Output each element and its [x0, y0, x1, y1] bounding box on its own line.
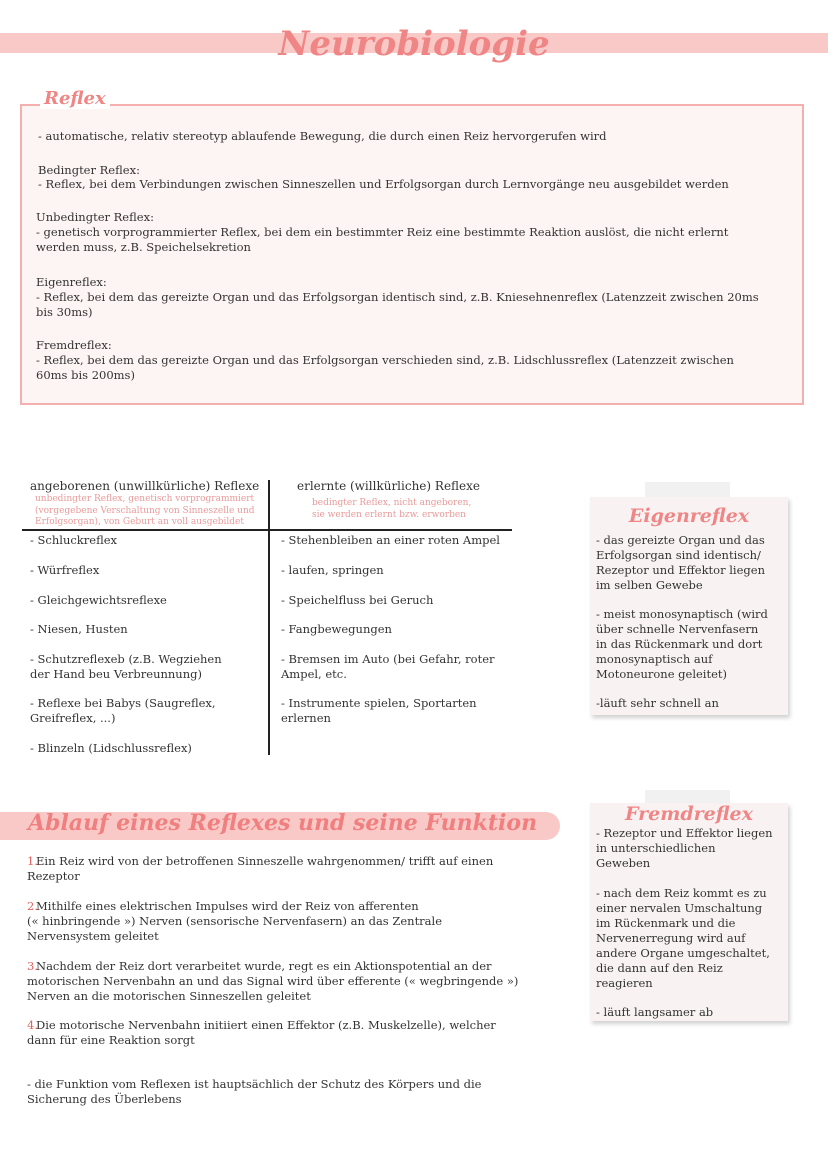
- note-line: - läuft langsamer ab: [596, 1005, 714, 1019]
- step-line: Nerven an die motorischen Sinneszellen geleitet: [27, 989, 311, 1003]
- innate-reflex-item: - Schutzreflexeb (z.B. Wegziehen: [30, 652, 222, 666]
- note-line: Motoneurone geleitet): [596, 667, 728, 681]
- learned-reflex-item: erlernen: [281, 711, 331, 725]
- innate-reflex-item: - Gleichgewichtsreflexe: [30, 593, 167, 607]
- reflex-line: - Reflex, bei dem Verbindungen zwischen Sinneszellen und Erfolgsorgan durch Lernvorgänge neu ausgebildet werden: [38, 177, 729, 191]
- learned-reflex-item: Ampel, etc.: [281, 667, 347, 681]
- reflex-line: - automatische, relativ stereotyp ablaufende Bewegung, die durch einen Reiz hervorgerufen wird: [38, 129, 607, 143]
- innate-reflex-item: - Schluckreflex: [30, 533, 118, 547]
- note-line: andere Organe umgeschaltet,: [596, 946, 770, 960]
- step-number: 2.: [27, 899, 38, 913]
- reflex-label: Reflex: [40, 88, 110, 109]
- innate-reflex-item: Greifreflex, ...): [30, 711, 116, 725]
- note-line: in das Rückenmark und dort: [596, 637, 763, 651]
- step-number: 3.: [27, 959, 38, 973]
- learned-reflex-item: - Stehenbleiben an einer roten Ampel: [281, 533, 500, 547]
- step-line: (« hinbringende ») Nerven (sensorische Nervenfasern) an das Zentrale: [27, 914, 443, 928]
- note-line: - meist monosynaptisch (wird: [596, 607, 768, 621]
- reflex-line: 60ms bis 200ms): [36, 368, 135, 382]
- subtext-line: bedingter Reflex, nicht angeboren,: [312, 498, 472, 508]
- reflex-line: - Reflex, bei dem das gereizte Organ und das Erfolgsorgan verschieden sind, z.B. Lidschlussreflex (Latenzzeit zwischen: [36, 353, 734, 367]
- reflex-line: bis 30ms): [36, 305, 93, 319]
- step-line: dann für eine Reaktion sorgt: [27, 1033, 195, 1047]
- eigenreflex-note: [590, 497, 788, 715]
- note-line: - nach dem Reiz kommt es zu: [596, 886, 767, 900]
- note-title: Fremdreflex: [625, 803, 753, 825]
- step-line: Nachdem der Reiz dort verarbeitet wurde, regt es ein Aktionspotential an der: [36, 959, 492, 973]
- ablauf-title: Ablauf eines Reflexes und seine Funktion: [28, 810, 538, 836]
- learned-reflex-item: - Speichelfluss bei Geruch: [281, 593, 434, 607]
- note-line: die dann auf den Reiz: [596, 961, 723, 975]
- step-line: Sicherung des Überlebens: [27, 1092, 182, 1106]
- learned-reflex-item: - Instrumente spielen, Sportarten: [281, 696, 477, 710]
- reflex-line: - Reflex, bei dem das gereizte Organ und das Erfolgsorgan identisch sind, z.B. Kniesehnenreflex (Latenzzeit zwischen 20ms: [36, 290, 759, 304]
- reflex-line: Eigenreflex:: [36, 275, 107, 289]
- note-title: Eigenreflex: [628, 505, 750, 527]
- step-line: Mithilfe eines elektrischen Impulses wird der Reiz von afferenten: [36, 899, 419, 913]
- note-line: reagieren: [596, 976, 653, 990]
- step-line: Ein Reiz wird von der betroffenen Sinneszelle wahrgenommen/ trifft auf einen: [36, 854, 494, 868]
- step-line: Die motorische Nervenbahn initiiert einen Effektor (z.B. Muskelzelle), welcher: [36, 1018, 496, 1032]
- learned-reflex-item: - laufen, springen: [281, 563, 384, 577]
- note-line: über schnelle Nervenfasern: [596, 622, 759, 636]
- learned-reflex-item: - Fangbewegungen: [281, 622, 392, 636]
- innate-reflex-item: - Niesen, Husten: [30, 622, 128, 636]
- subtext-line: sie werden erlernt bzw. erworben: [312, 509, 466, 520]
- note-line: monosynaptisch auf: [596, 652, 713, 666]
- step-line: Rezeptor: [27, 869, 80, 883]
- subtext-line: Erfolgsorgan), von Geburt an voll ausgebildet: [35, 517, 245, 527]
- reflex-line: - genetisch vorprogrammierter Reflex, bei dem ein bestimmter Reiz eine bestimmte Reaktion auslöst, die nicht erlernt: [36, 225, 729, 239]
- subtext-line: unbedingter Reflex, genetisch vorprogrammiert: [35, 494, 255, 504]
- reflex-line: Bedingter Reflex:: [38, 163, 140, 177]
- subtext-line: (vorgegebene Verschaltung von Sinneszelle und: [35, 505, 255, 516]
- learned-header: erlernte (willkürliche) Reflexe: [297, 479, 481, 493]
- innate-reflex-item: - Blinzeln (Lidschlussreflex): [30, 741, 192, 755]
- reflex-line: werden muss, z.B. Speichelsekretion: [36, 240, 251, 254]
- note-line: Rezeptor und Effektor liegen: [596, 563, 765, 577]
- innate-reflex-item: - Reflexe bei Babys (Saugreflex,: [30, 696, 216, 710]
- table-divider-v: [268, 480, 270, 755]
- learned-reflex-item: - Bremsen im Auto (bei Gefahr, roter: [281, 652, 495, 666]
- step-line: - die Funktion vom Reflexen ist hauptsächlich der Schutz des Körpers und die: [27, 1077, 482, 1091]
- learned-subtext: [312, 498, 471, 521]
- reflex-line: Fremdreflex:: [36, 338, 112, 352]
- reflex-line: Unbedingter Reflex:: [36, 210, 154, 224]
- note-line: im selben Gewebe: [596, 578, 703, 592]
- innate-reflex-item: - Würfreflex: [30, 563, 100, 577]
- note-line: Geweben: [596, 856, 651, 870]
- table-divider-h: [22, 529, 512, 531]
- step-number: 1.: [27, 854, 38, 868]
- note-line: - das gereizte Organ und das: [596, 533, 765, 547]
- note-line: in unterschiedlichen: [596, 841, 716, 855]
- step-line: Nervensystem geleitet: [27, 929, 159, 943]
- innate-header: angeborenen (unwillkürliche) Reflexe: [30, 479, 260, 493]
- innate-subtext: [35, 494, 255, 529]
- step-number: 4.: [27, 1018, 38, 1032]
- note-line: im Rückenmark und die: [596, 916, 736, 930]
- note-line: Nervenerregung wird auf: [596, 931, 746, 945]
- step-line: motorischen Nervenbahn an und das Signal wird über efferente (« wegbringende »): [27, 974, 519, 988]
- page-title: Neurobiologie: [278, 24, 550, 64]
- note-line: einer nervalen Umschaltung: [596, 901, 763, 915]
- note-line: -läuft sehr schnell an: [596, 696, 719, 710]
- note-line: - Rezeptor und Effektor liegen: [596, 826, 773, 840]
- note-line: Erfolgsorgan sind identisch/: [596, 548, 761, 562]
- innate-reflex-item: der Hand beu Verbreunnung): [30, 667, 202, 681]
